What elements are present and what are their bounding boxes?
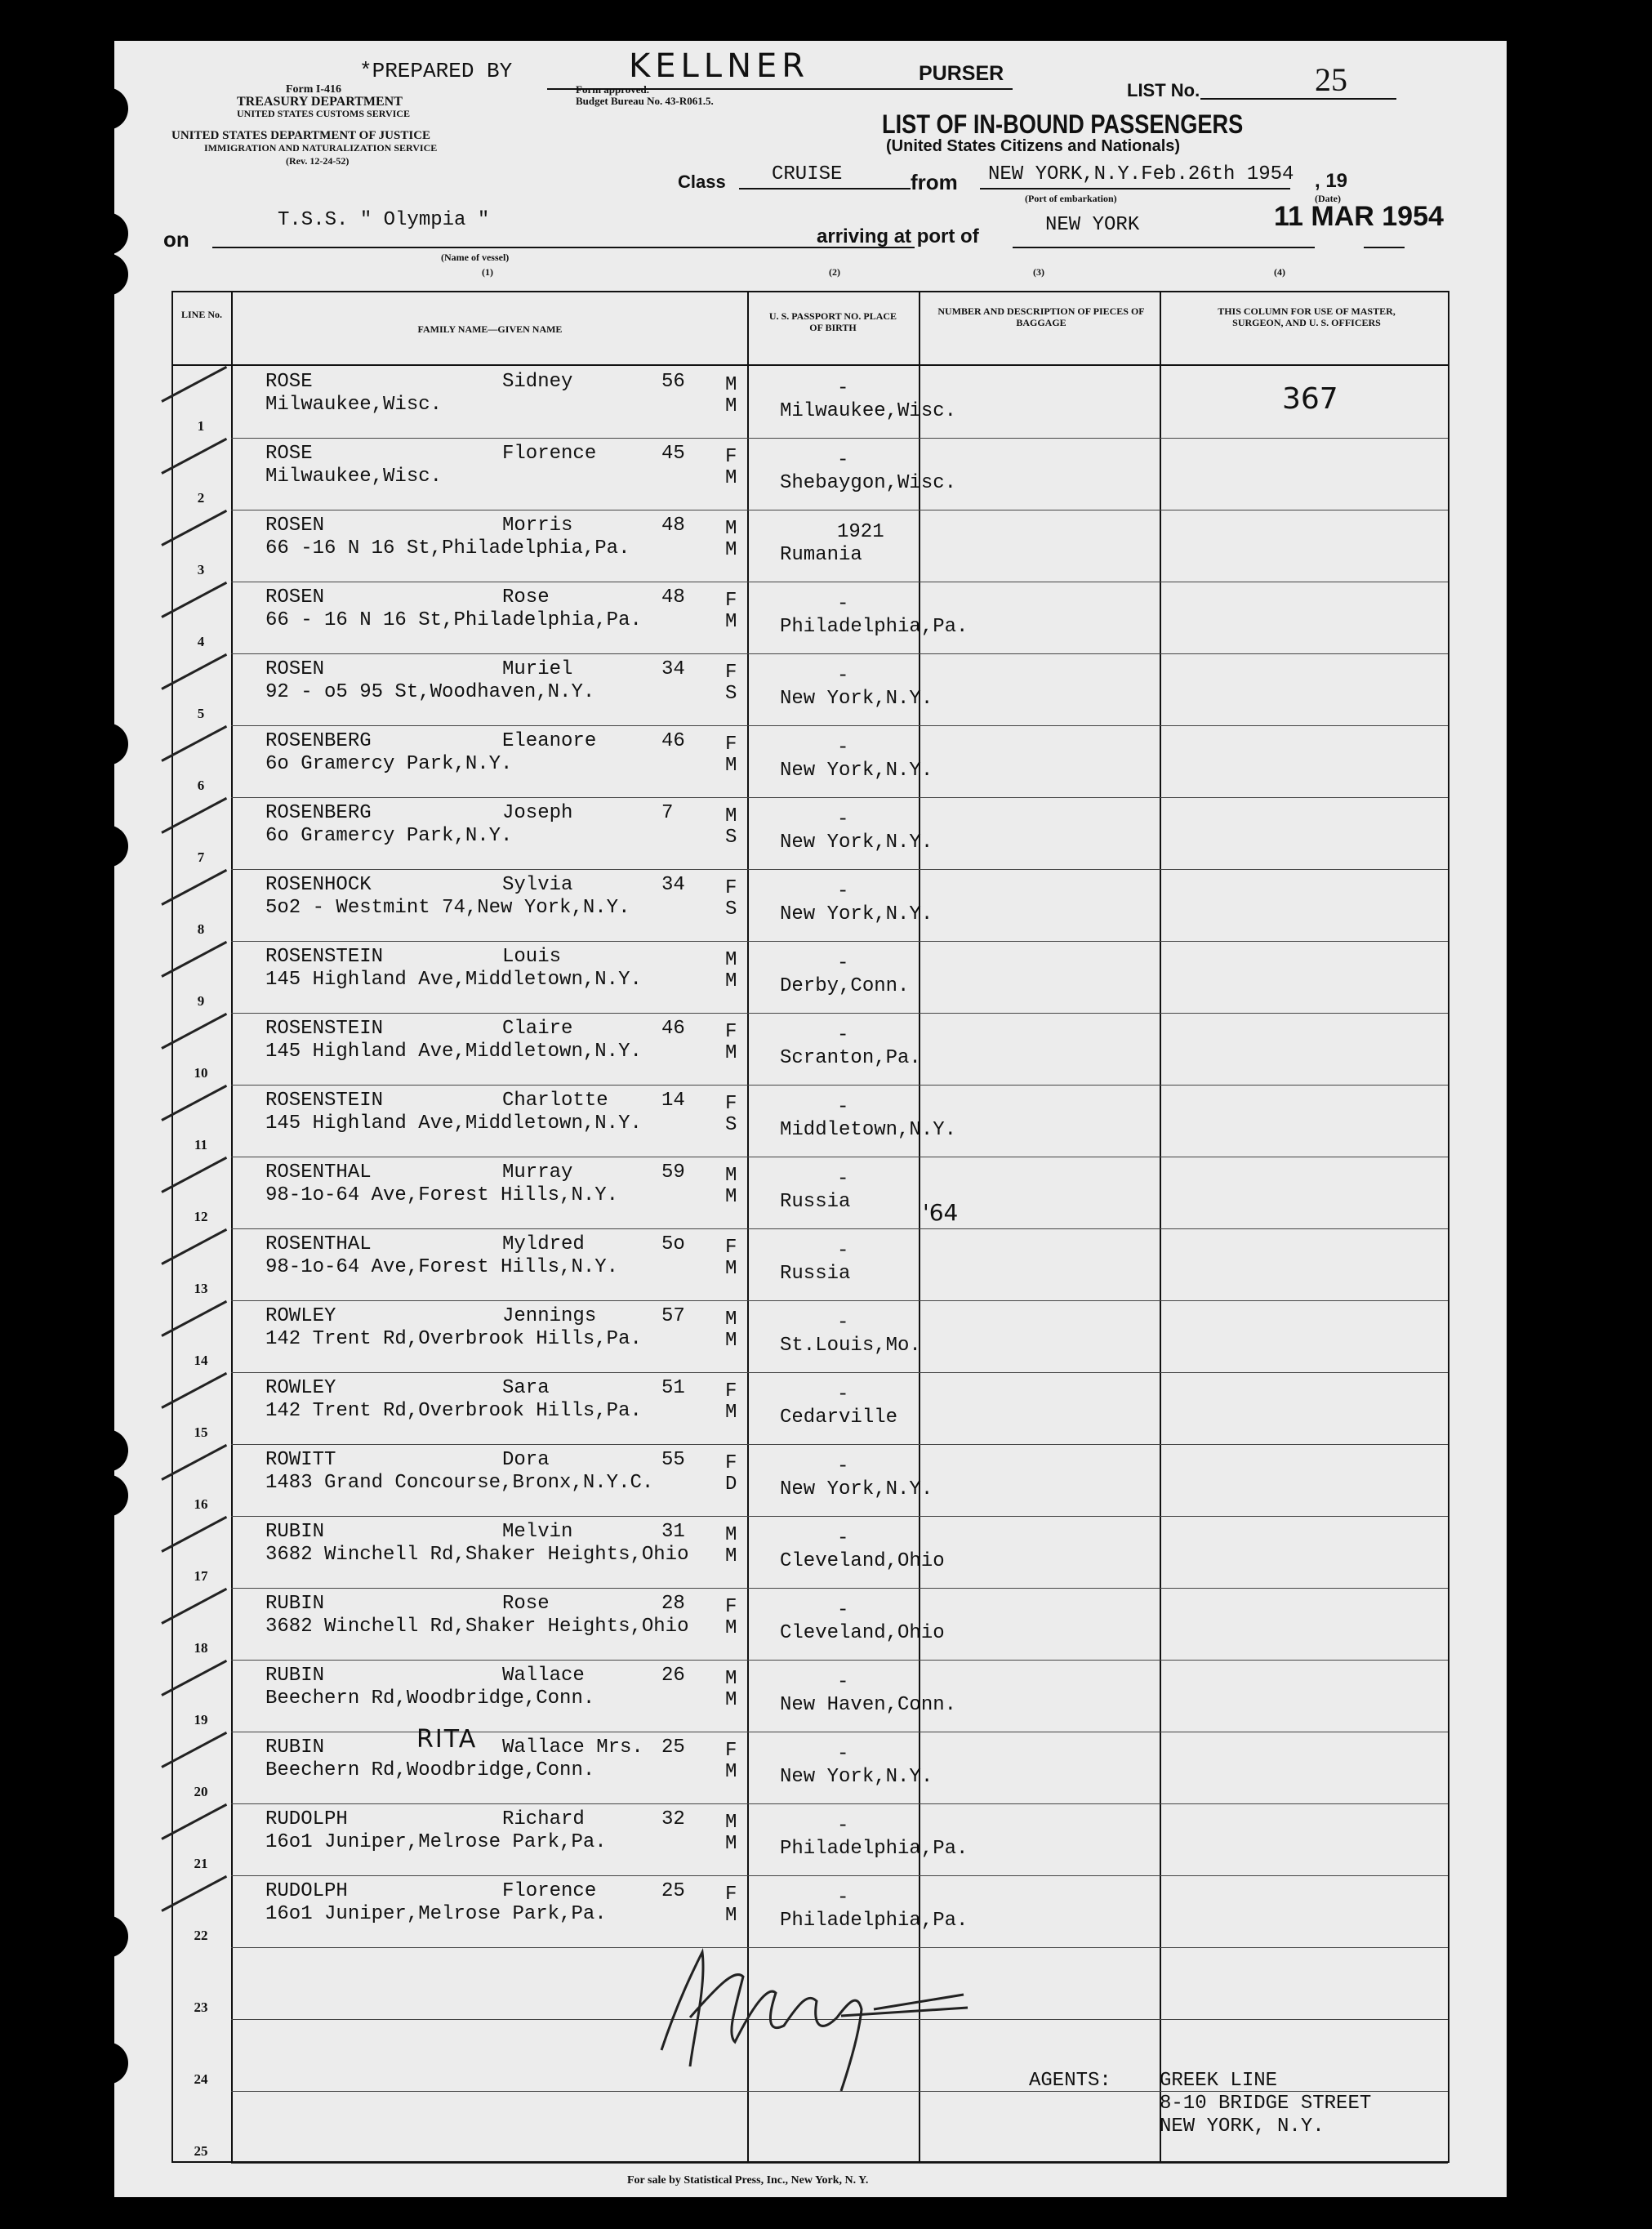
line-number: 20: [194, 1784, 208, 1799]
line-number: 25: [194, 2143, 208, 2159]
table-left-border: [171, 291, 173, 2163]
col-divider-name: [747, 291, 749, 2163]
row-divider: [231, 1013, 1448, 1014]
passport-no: -: [837, 1312, 849, 1334]
col-header-name: FAMILY NAME—GIVEN NAME: [417, 323, 563, 335]
sex: F: [725, 590, 737, 612]
prepared-by-name: KELLNER: [629, 47, 810, 85]
place-of-birth: New York,N.Y.: [780, 831, 933, 854]
address: Beechern Rd,Woodbridge,Conn.: [265, 1687, 595, 1710]
line-number: 13: [194, 1281, 208, 1296]
age: 46: [661, 1018, 685, 1040]
family-name: RUBIN: [265, 1736, 325, 1759]
sex: M: [725, 805, 737, 827]
row-divider: [231, 725, 1448, 726]
class-underline: [739, 188, 911, 189]
given-name: Joseph: [502, 802, 573, 824]
age: 45: [661, 443, 685, 465]
family-name: RUBIN: [265, 1521, 325, 1543]
age: 26: [661, 1665, 685, 1687]
family-name: ROSENTHAL: [265, 1161, 372, 1184]
place-of-birth: Philadelphia,Pa.: [780, 616, 968, 638]
place-of-birth: Philadelphia,Pa.: [780, 1838, 968, 1860]
binder-hole: [86, 1429, 128, 1472]
age: 28: [661, 1593, 685, 1615]
binder-hole: [86, 825, 128, 867]
given-name: Florence: [502, 1880, 597, 1902]
marital-status: S: [725, 827, 737, 849]
marital-status: M: [725, 395, 737, 417]
row-divider: [231, 1516, 1448, 1517]
passport-no: -: [837, 1168, 849, 1190]
col-header-officers: THIS COLUMN FOR USE OF MASTER, SURGEON, AND U. S. OFFICERS: [1218, 305, 1396, 328]
on-label: on: [163, 227, 189, 252]
col-divider-passport: [919, 291, 920, 2163]
age: 5o: [661, 1233, 685, 1255]
passport-no: -: [837, 880, 849, 903]
sex: M: [725, 949, 737, 971]
row-divider: [231, 1803, 1448, 1804]
passport-no: -: [837, 1096, 849, 1118]
passport-no: -: [837, 809, 849, 831]
row-divider: [231, 869, 1448, 870]
family-name: ROSENSTEIN: [265, 1018, 384, 1040]
given-name: Myldred: [502, 1233, 585, 1255]
sex: M: [725, 1668, 737, 1690]
row-divider: [231, 1372, 1448, 1373]
marital-status: M: [725, 755, 737, 777]
sex: F: [725, 733, 737, 756]
sex: F: [725, 1452, 737, 1474]
line-number: 17: [194, 1568, 208, 1584]
sex: F: [725, 1093, 737, 1115]
passport-no: -: [837, 1024, 849, 1046]
passport-no: -: [837, 952, 849, 974]
line-number: 6: [197, 778, 205, 793]
date-caption: (Date): [1315, 193, 1341, 204]
line-number: 2: [197, 490, 205, 506]
footer-note: For sale by Statistical Press, Inc., New York, N. Y.: [627, 2174, 869, 2187]
treasury-dept: TREASURY DEPARTMENT: [237, 95, 403, 109]
address: 142 Trent Rd,Overbrook Hills,Pa.: [265, 1400, 642, 1422]
age: 14: [661, 1090, 685, 1112]
family-name: ROSENHOCK: [265, 874, 372, 896]
class-label: Class: [678, 172, 726, 192]
agents-label: AGENTS:: [1029, 2070, 1111, 2092]
family-name: ROSE: [265, 371, 313, 393]
marital-status: M: [725, 1186, 737, 1208]
marital-status: M: [725, 1689, 737, 1711]
marital-status: M: [725, 1761, 737, 1783]
year-underline: [1364, 247, 1405, 248]
marital-status: M: [725, 1617, 737, 1639]
passport-no: -: [837, 1456, 849, 1478]
age: 56: [661, 371, 685, 393]
family-name: ROSENBERG: [265, 730, 372, 752]
agents-line1: GREEK LINE: [1160, 2070, 1278, 2092]
marital-status: M: [725, 1545, 737, 1567]
passport-no: -: [837, 737, 849, 759]
line-number: 15: [194, 1424, 208, 1440]
family-name: ROWITT: [265, 1449, 336, 1471]
row-divider: [231, 2163, 1448, 2164]
place-of-birth: New York,N.Y.: [780, 903, 933, 925]
passport-no: -: [837, 1384, 849, 1406]
family-name: ROWLEY: [265, 1377, 336, 1399]
family-name: ROSE: [265, 443, 313, 465]
family-name: ROSEN: [265, 515, 325, 537]
arriving-label: arriving at port of: [817, 225, 979, 247]
sex: F: [725, 1884, 737, 1906]
list-title: LIST OF IN-BOUND PASSENGERS: [882, 109, 1244, 139]
place-of-birth: Russia: [780, 1191, 851, 1213]
place-of-birth: Philadelphia,Pa.: [780, 1910, 968, 1932]
row-divider: [231, 1660, 1448, 1661]
port-caption: (Port of embarkation): [1025, 193, 1117, 204]
table-top-border: [171, 291, 1449, 292]
line-number: 11: [194, 1137, 208, 1152]
row-divider: [231, 438, 1448, 439]
given-name: Claire: [502, 1018, 573, 1040]
row-divider: [231, 1875, 1448, 1876]
purser-signature: [645, 1919, 988, 2099]
approved-line: Form approved.: [576, 83, 650, 96]
given-name: Charlotte: [502, 1090, 608, 1112]
sex: F: [725, 662, 737, 684]
passport-no: -: [837, 377, 849, 399]
sex: F: [725, 1380, 737, 1402]
age: 46: [661, 730, 685, 752]
given-name: Muriel: [502, 658, 573, 680]
col-header-line-no: LINE No.: [180, 309, 222, 320]
col-divider-lineno: [231, 291, 233, 2163]
line-number: 12: [194, 1209, 208, 1224]
age: 31: [661, 1521, 685, 1543]
table-header-border: [171, 364, 1449, 366]
budget-line: Budget Bureau No. 43-R061.5.: [576, 95, 714, 107]
given-name: Louis: [502, 946, 562, 968]
from-underline: [980, 188, 1290, 189]
class-value: CRUISE: [772, 163, 843, 185]
place-of-birth: Middletown,N.Y.: [780, 1119, 957, 1141]
address: Milwaukee,Wisc.: [265, 466, 443, 488]
age: 25: [661, 1880, 685, 1902]
arriving-port: NEW YORK: [1045, 214, 1140, 236]
from-value: NEW YORK,N.Y.Feb.26th 1954: [988, 163, 1294, 185]
caption-4: (4): [1274, 266, 1285, 278]
marital-status: M: [725, 1042, 737, 1064]
rita-annotation: RITA: [416, 1725, 478, 1754]
given-name: Eleanore: [502, 730, 597, 752]
marital-status: M: [725, 1833, 737, 1855]
sex: M: [725, 1524, 737, 1546]
sex: M: [725, 1308, 737, 1331]
sex: M: [725, 1812, 737, 1834]
passport-no: -: [837, 665, 849, 687]
marital-status: S: [725, 683, 737, 705]
given-name: Sidney: [502, 371, 573, 393]
line-number: 10: [194, 1065, 208, 1081]
given-name: Rose: [502, 586, 550, 609]
address: 1483 Grand Concourse,Bronx,N.Y.C.: [265, 1472, 654, 1494]
marital-status: M: [725, 970, 737, 992]
line-number: 19: [194, 1712, 208, 1727]
list-no-value: 25: [1315, 61, 1347, 98]
family-name: ROSENSTEIN: [265, 1090, 384, 1112]
age: 34: [661, 658, 685, 680]
passport-no: -: [837, 1671, 849, 1693]
age: 48: [661, 586, 685, 609]
place-of-birth: Cedarville: [780, 1406, 898, 1429]
col-header-passport: U. S. PASSPORT NO. PLACE OF BIRTH: [768, 310, 897, 333]
age: 34: [661, 874, 685, 896]
family-name: ROSENTHAL: [265, 1233, 372, 1255]
binder-hole: [86, 87, 128, 130]
passport-no: -: [837, 1815, 849, 1837]
sex: M: [725, 1165, 737, 1187]
age: 7: [661, 802, 674, 824]
line-number: 18: [194, 1640, 208, 1656]
marital-status: S: [725, 1114, 737, 1136]
place-of-birth: Scranton,Pa.: [780, 1047, 921, 1069]
arrival-date-stamp: 11 MAR 1954: [1274, 201, 1444, 232]
place-of-birth: New Haven,Conn.: [780, 1694, 957, 1716]
agents-line3: NEW YORK, N.Y.: [1160, 2115, 1325, 2138]
binder-hole: [86, 253, 128, 296]
line-number: 21: [194, 1856, 208, 1871]
binder-hole: [86, 1915, 128, 1958]
age: 59: [661, 1161, 685, 1184]
caption-2: (2): [829, 266, 840, 278]
row-divider: [231, 941, 1448, 942]
given-name: Melvin: [502, 1521, 573, 1543]
place-of-birth: Russia: [780, 1263, 851, 1285]
line-number: 14: [194, 1353, 208, 1368]
address: 16o1 Juniper,Melrose Park,Pa.: [265, 1903, 607, 1925]
row-divider: [231, 1300, 1448, 1301]
agents-line2: 8-10 BRIDGE STREET: [1160, 2093, 1372, 2115]
given-name: Florence: [502, 443, 597, 465]
marital-status: M: [725, 611, 737, 633]
line-number: 5: [197, 706, 205, 721]
family-name: RUDOLPH: [265, 1808, 348, 1830]
address: 6o Gramercy Park,N.Y.: [265, 753, 513, 775]
line-number: 23: [194, 1999, 208, 2015]
age: 32: [661, 1808, 685, 1830]
row-divider: [231, 1228, 1448, 1229]
vessel-underline: [212, 247, 915, 248]
justice-dept: UNITED STATES DEPARTMENT OF JUSTICE: [171, 129, 431, 142]
officer-note: 367: [1282, 382, 1338, 416]
passport-no: -: [837, 1887, 849, 1909]
line-number: 16: [194, 1496, 208, 1512]
given-name: Richard: [502, 1808, 585, 1830]
sex: F: [725, 877, 737, 899]
note-64-annotation: '64: [923, 1199, 959, 1226]
given-name: Murray: [502, 1161, 573, 1184]
address: 66 - 16 N 16 St,Philadelphia,Pa.: [265, 609, 642, 631]
marital-status: D: [725, 1473, 737, 1496]
sex: F: [725, 1021, 737, 1043]
year-prefix: , 19: [1315, 170, 1348, 192]
manifest-page: [114, 41, 1507, 2197]
marital-status: M: [725, 1905, 737, 1927]
given-name: Wallace: [502, 1665, 585, 1687]
address: 3682 Winchell Rd,Shaker Heights,Ohio: [265, 1544, 689, 1566]
vessel-caption: (Name of vessel): [441, 252, 510, 263]
col-header-baggage: NUMBER AND DESCRIPTION OF PIECES OF BAGGAGE: [937, 305, 1145, 328]
arriving-underline: [1013, 247, 1315, 248]
binder-hole: [86, 1474, 128, 1517]
passport-no: -: [837, 449, 849, 471]
prepared-by-label: *PREPARED BY: [359, 59, 513, 83]
passport-no: -: [837, 593, 849, 615]
line-number: 3: [197, 562, 205, 577]
vessel-name: T.S.S. " Olympia ": [278, 209, 490, 231]
family-name: RUBIN: [265, 1665, 325, 1687]
purser-label: PURSER: [919, 62, 1004, 85]
family-name: ROWLEY: [265, 1305, 336, 1327]
sex: F: [725, 1237, 737, 1259]
row-divider: [231, 1588, 1448, 1589]
list-no-underline: [1200, 98, 1396, 100]
address: 142 Trent Rd,Overbrook Hills,Pa.: [265, 1328, 642, 1350]
line-number: 8: [197, 921, 205, 937]
place-of-birth: New York,N.Y.: [780, 760, 933, 782]
address: 98-1o-64 Ave,Forest Hills,N.Y.: [265, 1256, 619, 1278]
list-subtitle: (United States Citizens and Nationals): [886, 137, 1181, 155]
given-name: Wallace Mrs.: [502, 1736, 643, 1759]
address: 145 Highland Ave,Middletown,N.Y.: [265, 1041, 642, 1063]
rev-line: (Rev. 12-24-52): [286, 155, 350, 167]
age: 57: [661, 1305, 685, 1327]
binder-hole: [86, 723, 128, 765]
address: 98-1o-64 Ave,Forest Hills,N.Y.: [265, 1184, 619, 1206]
age: 48: [661, 515, 685, 537]
caption-1: (1): [482, 266, 493, 278]
line-number: 7: [197, 849, 205, 865]
binder-hole: [86, 212, 128, 255]
given-name: Jennings: [502, 1305, 597, 1327]
address: 6o Gramercy Park,N.Y.: [265, 825, 513, 847]
line-number: 24: [194, 2071, 208, 2087]
row-divider: [231, 797, 1448, 798]
address: 5o2 - Westmint 74,New York,N.Y.: [265, 897, 630, 919]
place-of-birth: St.Louis,Mo.: [780, 1335, 921, 1357]
marital-status: M: [725, 467, 737, 489]
sex: F: [725, 446, 737, 468]
family-name: RUBIN: [265, 1593, 325, 1615]
line-number: 1: [197, 418, 205, 434]
given-name: Rose: [502, 1593, 550, 1615]
ins-line: IMMIGRATION AND NATURALIZATION SERVICE: [204, 142, 438, 154]
row-divider: [231, 653, 1448, 654]
address: Milwaukee,Wisc.: [265, 394, 443, 416]
passport-no: -: [837, 1240, 849, 1262]
age: 25: [661, 1736, 685, 1759]
place-of-birth: New York,N.Y.: [780, 688, 933, 710]
place-of-birth: Rumania: [780, 544, 862, 566]
place-of-birth: New York,N.Y.: [780, 1766, 933, 1788]
family-name: ROSEN: [265, 586, 325, 609]
given-name: Sara: [502, 1377, 550, 1399]
from-label: from: [911, 170, 958, 194]
sex: F: [725, 1740, 737, 1762]
family-name: RUDOLPH: [265, 1880, 348, 1902]
address: 145 Highland Ave,Middletown,N.Y.: [265, 969, 642, 991]
table-right-border: [1448, 291, 1449, 2163]
sex: F: [725, 1596, 737, 1618]
address: 3682 Winchell Rd,Shaker Heights,Ohio: [265, 1616, 689, 1638]
family-name: ROSEN: [265, 658, 325, 680]
passport-no: -: [837, 1527, 849, 1549]
customs-service: UNITED STATES CUSTOMS SERVICE: [237, 108, 410, 119]
marital-status: M: [725, 539, 737, 561]
passport-no: -: [837, 1599, 849, 1621]
sex: M: [725, 518, 737, 540]
given-name: Sylvia: [502, 874, 573, 896]
place-of-birth: New York,N.Y.: [780, 1478, 933, 1500]
passport-no: -: [837, 1743, 849, 1765]
line-number: 4: [197, 634, 205, 649]
marital-status: M: [725, 1258, 737, 1280]
place-of-birth: Shebaygon,Wisc.: [780, 472, 957, 494]
address: 16o1 Juniper,Melrose Park,Pa.: [265, 1831, 607, 1853]
marital-status: S: [725, 898, 737, 921]
col-divider-baggage: [1160, 291, 1161, 2163]
family-name: ROSENBERG: [265, 802, 372, 824]
age: 51: [661, 1377, 685, 1399]
given-name: Morris: [502, 515, 573, 537]
place-of-birth: Cleveland,Ohio: [780, 1550, 945, 1572]
line-number: 22: [194, 1928, 208, 1943]
place-of-birth: Milwaukee,Wisc.: [780, 400, 957, 422]
address: 92 - o5 95 St,Woodhaven,N.Y.: [265, 681, 595, 703]
address: Beechern Rd,Woodbridge,Conn.: [265, 1759, 595, 1781]
place-of-birth: Cleveland,Ohio: [780, 1622, 945, 1644]
row-divider: [231, 1444, 1448, 1445]
row-divider: [231, 1085, 1448, 1086]
address: 145 Highland Ave,Middletown,N.Y.: [265, 1112, 642, 1135]
binder-hole: [86, 2042, 128, 2084]
given-name: Dora: [502, 1449, 550, 1471]
age: 55: [661, 1449, 685, 1471]
marital-status: M: [725, 1402, 737, 1424]
place-of-birth: Derby,Conn.: [780, 975, 910, 997]
line-number: 9: [197, 993, 205, 1009]
form-number: Form I-416: [286, 83, 342, 96]
marital-status: M: [725, 1330, 737, 1352]
passport-no: 1921: [837, 521, 884, 543]
list-no-label: LIST No.: [1127, 80, 1200, 100]
sex: M: [725, 374, 737, 396]
family-name: ROSENSTEIN: [265, 946, 384, 968]
address: 66 -16 N 16 St,Philadelphia,Pa.: [265, 537, 630, 559]
passenger-table: [171, 291, 1449, 2169]
caption-3: (3): [1033, 266, 1044, 278]
